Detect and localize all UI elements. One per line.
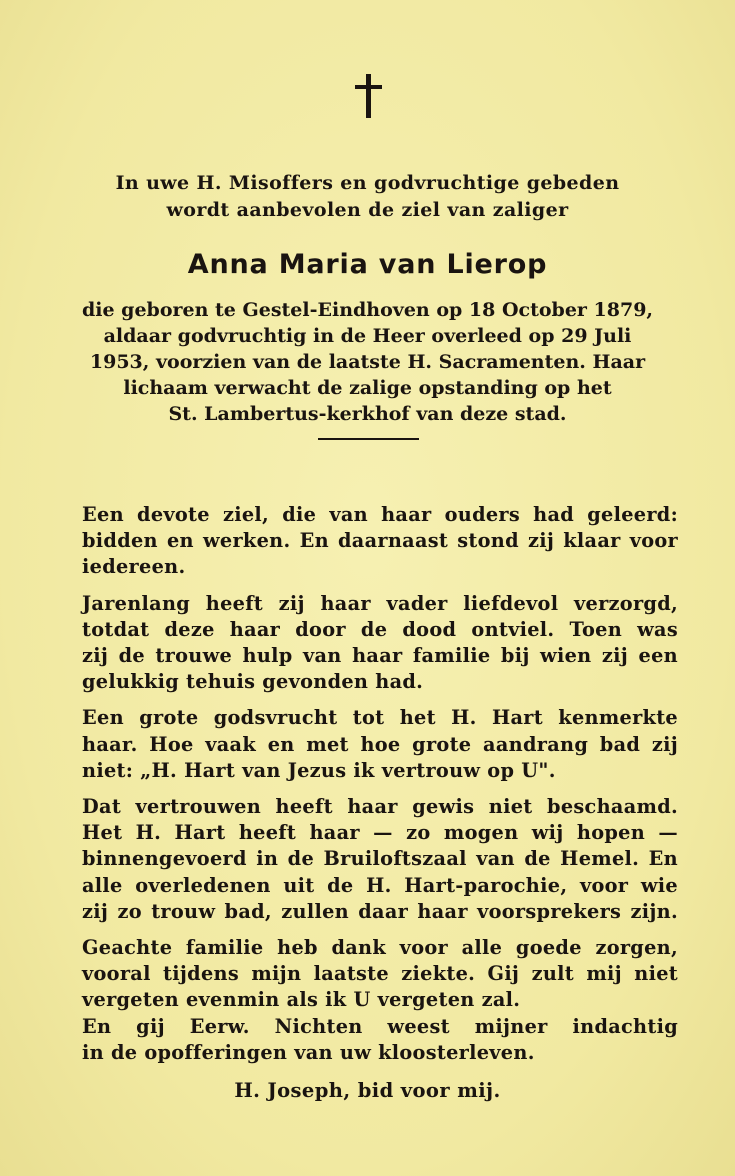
intro-text xyxy=(0,170,735,224)
intro-line: In uwe H. Misoffers en godvruchtige gebeden xyxy=(115,172,620,194)
text-line: haar. Hoe vaak en met hoe grote aandrang bad zij xyxy=(82,732,678,756)
text-line: totdat deze haar door de dood ontviel. Toen was xyxy=(82,617,678,641)
bio-line: aldaar godvruchtig in de Heer overleed op 29 Juli xyxy=(103,325,632,347)
paragraph xyxy=(82,935,678,1066)
text-line: gelukkig tehuis gevonden had. xyxy=(82,670,424,694)
text-line: bidden en werken. En daarnaast stond zij klaar voor xyxy=(82,529,678,553)
text-line: En gij Eerw. Nichten weest mijner indachtig xyxy=(82,1014,678,1038)
text-line: niet: „H. Hart van Jezus ik vertrouw op U". xyxy=(82,758,556,782)
cross-icon xyxy=(352,74,386,118)
divider xyxy=(318,438,419,440)
text-line: in de opofferingen van uw kloosterleven. xyxy=(82,1040,535,1064)
bio-line: 1953, voorzien van de laatste H. Sacramenten. Haar xyxy=(89,351,646,373)
text-line: Dat vertrouwen heeft haar gewis niet beschaamd. xyxy=(82,795,678,819)
text-line: binnengevoerd in de Bruiloftszaal van de Hemel. En xyxy=(82,847,678,871)
paragraph xyxy=(82,705,678,784)
bio-line: lichaam verwacht de zalige opstanding op het xyxy=(123,377,612,399)
text-line: zij zo trouw bad, zullen daar haar voorsprekers zijn. xyxy=(82,899,678,923)
text-line: Een grote godsvrucht tot het H. Hart kenmerkte xyxy=(82,706,678,730)
paragraph xyxy=(82,591,678,696)
text-line: Geachte familie heb dank voor alle goede zorgen, xyxy=(82,936,678,960)
paragraph xyxy=(82,794,678,925)
text-line: alle overledenen uit de H. Hart-parochie, voor wie xyxy=(82,873,678,897)
memorial-text xyxy=(82,502,678,1076)
closing-prayer: H. Joseph, bid voor mij. xyxy=(234,1079,501,1102)
text-line: Jarenlang heeft zij haar vader liefdevol verzorgd, xyxy=(82,591,678,615)
paragraph xyxy=(82,502,678,581)
text-line: iedereen. xyxy=(82,555,186,579)
text-line: vergeten evenmin als ik U vergeten zal. xyxy=(82,988,521,1012)
intro-line: wordt aanbevolen de ziel van zaliger xyxy=(166,199,569,221)
bio-line: die geboren te Gestel-Eindhoven op 18 October 1879, xyxy=(81,299,654,321)
text-line: Het H. Hart heeft haar — zo mogen wij hopen — xyxy=(82,821,678,845)
deceased-name: Anna Maria van Lierop xyxy=(187,249,548,280)
text-line: vooral tijdens mijn laatste ziekte. Gij zult mij niet xyxy=(82,962,678,986)
bio-line: St. Lambertus-kerkhof van deze stad. xyxy=(168,403,567,425)
text-line: zij de trouwe hulp van haar familie bij wien zij een xyxy=(82,644,678,668)
text-line: Een devote ziel, die van haar ouders had geleerd: xyxy=(82,503,678,526)
biography xyxy=(0,297,735,427)
